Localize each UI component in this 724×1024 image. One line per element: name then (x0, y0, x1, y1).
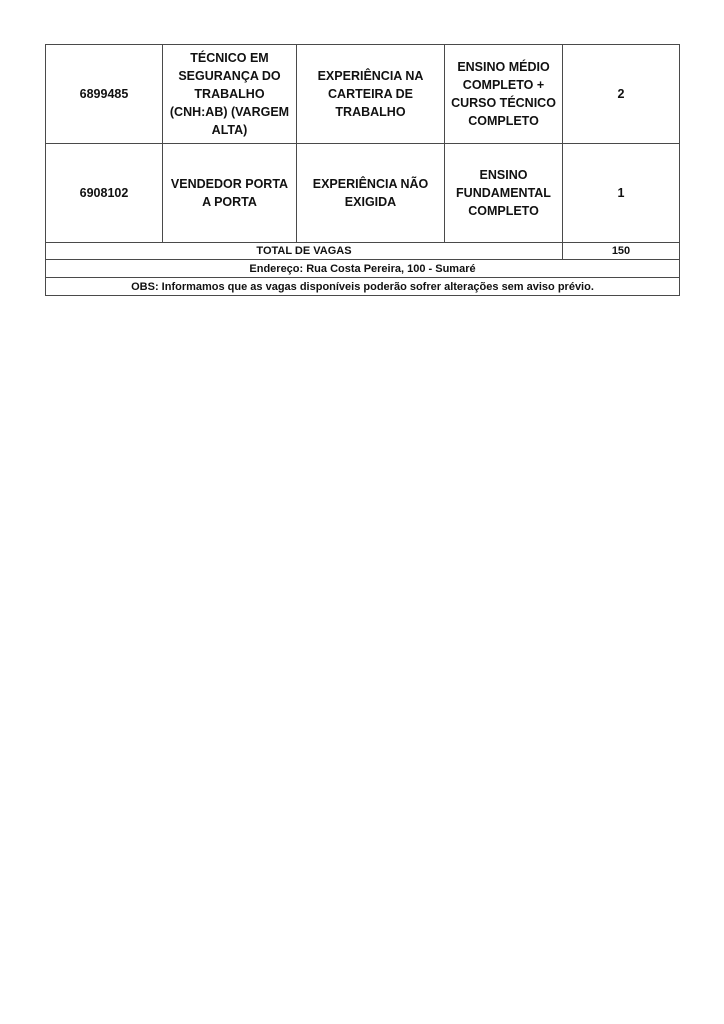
disclaimer-note: OBS: Informamos que as vagas disponíveis poderão sofrer alterações sem aviso prévio. (46, 278, 680, 296)
total-row (46, 243, 680, 260)
table-row (46, 144, 680, 243)
job-role: VENDEDOR PORTA A PORTA (163, 144, 297, 243)
address-text: Endereço: Rua Costa Pereira, 100 - Sumaré (46, 260, 680, 278)
job-education: ENSINO FUNDAMENTAL COMPLETO (445, 144, 563, 243)
job-experience: EXPERIÊNCIA NA CARTEIRA DE TRABALHO (297, 45, 445, 144)
job-vacancies: 1 (563, 144, 680, 243)
job-vacancies-table (45, 44, 680, 296)
job-vacancies: 2 (563, 45, 680, 144)
job-listing-sheet (45, 44, 679, 296)
note-row (46, 278, 680, 296)
job-role: TÉCNICO EM SEGURANÇA DO TRABALHO (CNH:AB) (VARGEM ALTA) (163, 45, 297, 144)
job-experience: EXPERIÊNCIA NÃO EXIGIDA (297, 144, 445, 243)
job-code: 6899485 (46, 45, 163, 144)
total-value: 150 (563, 243, 680, 260)
job-education: ENSINO MÉDIO COMPLETO + CURSO TÉCNICO COMPLETO (445, 45, 563, 144)
job-code: 6908102 (46, 144, 163, 243)
total-label: TOTAL DE VAGAS (46, 243, 563, 260)
address-row (46, 260, 680, 278)
table-row (46, 45, 680, 144)
